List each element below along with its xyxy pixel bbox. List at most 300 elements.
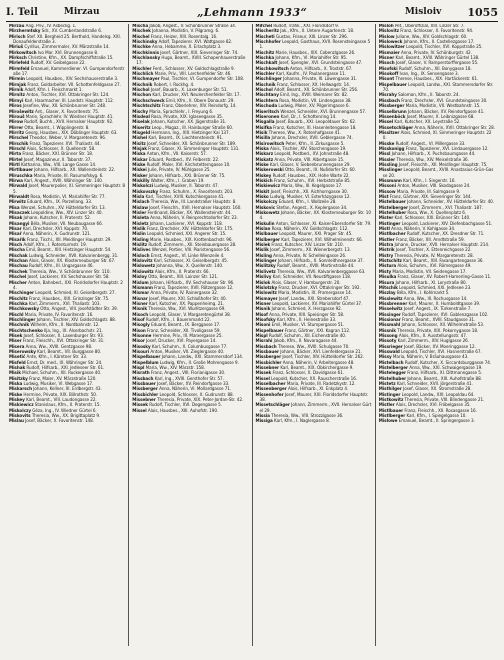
entry-surname: Misfeld [9,360,26,366]
entry-details: Johann, Hilfsarb., XV. Sechshauser Str. 96. [148,280,235,286]
entry-details: Otto, Beamt., IX. Nußdorfer Str. 60. [283,168,356,174]
entry-surname: Missel [255,376,270,382]
entry-surname: Mischlansky [132,56,161,62]
entry-details: Leopold, Tischler, XVI. Hasnerstraße 67. [399,349,482,355]
entry-surname: Misof [255,312,268,318]
entry-details: Johann, Hilfsarb., X. Puchsbaumgasse 44. [390,152,476,158]
entry-details: Karl, Ing., XVIII. Gersthofer Str. 57. [153,376,224,382]
entry-details: Johann, Kutscher, XX. Jägerstraße 31. [149,120,227,126]
entry-surname: Misof [132,317,145,323]
entry-details: Johann, Kutscher, II. Praterstr. 52. [22,216,91,222]
entry-surname: Mislach [132,200,150,206]
entry-details: Eduard, Postbed., XV. Felberstr. 22. [147,157,220,163]
entry-surname: Mislik [255,248,269,254]
entry-surname: Misswald [378,349,400,355]
entry-details: Franz, Fleischh., XII. Rosasgasse 16. [403,408,477,414]
entry-details: Leopold, Schlosser, X. Gudrunstr. 88. [158,392,234,398]
entry-surname: Mistelhuber [378,376,407,382]
entry-surname: Mirnyi [9,98,24,104]
entry-surname: Mischlinger [9,317,36,323]
entry-surname: Misitzky [9,376,28,382]
entry-surname: Mislaw [132,205,148,211]
entry-details: Franz, Schlosser, X. Favoritenstr. 94. [399,29,474,35]
entry-details: Karl, Schlosser, XXI. Brünner Str. 140. [393,216,471,222]
entry-surname: Mirmfeld [9,66,30,72]
entry-details: Emil, Beamt., XIII. Hietzinger Hauptstr. 54. [24,248,112,254]
entry-details: Josef, Fleischh., XII. Meidlinger Hauptstr. 75. [397,162,488,168]
page-number: 1055 [467,5,498,19]
entry-surname: Mirwald [9,184,28,190]
entry-surname: Mistlbauer [378,408,404,414]
entry-surname: Mistelberger [378,366,408,371]
entry-surname: Mislivec [132,248,151,254]
entry-details: Otto, Beamt., XIII. Lainzer Str. 121. [146,275,219,281]
entry-surname: Mistler [378,403,395,409]
entry-details: Josef, Maurer, XXI. Floridsdorfer Hauptstr. 38. [259,392,369,404]
entry-details: Leopold, Lackierer, XV. Mariahilfer Gürtel 37. [270,301,363,307]
entry-details: Rudolf, Angest., VI. Millergasse 33. [394,141,466,147]
entry-surname: Mispelblum [132,360,159,366]
entry-surname: Misik [255,130,268,136]
entry-surname: Mischtschitz [132,104,161,110]
entry-surname: Mirta [9,152,22,158]
entry-details: Josef, Landw., XXI. Strebersdorf 47. [277,296,350,302]
entry-surname: Mistelbach [378,360,404,366]
entry-surname: Missberger [132,387,158,393]
entry-surname: Mischol [255,88,273,94]
entry-surname: Mischnik [132,82,153,88]
entry-details: Adolf, Tapezierer. XVI. Wattgasse 82. [157,40,233,46]
entry-surname: Misslewitz [378,296,403,302]
entry-details: Karl, Kutscher, XX. Leystraße 52. [393,120,461,126]
entry-surname: Mischke [132,45,151,51]
entry-details: Gustav, Friseur, XIII. Linzer Str. 296. [274,34,348,40]
entry-surname: Misloch [132,253,150,259]
entry-surname: Miska [132,152,146,158]
entry-details: Josef, Tischler, XIV. Hütteldorfer Str. 262. [281,355,365,361]
entry-details: Theresia, Ww., XIV. Meiselstraße 36. [395,157,469,163]
entry-surname: Miskerowski [255,168,284,174]
entry-surname: Mispl [255,333,268,339]
entry-surname: Mirschl [9,146,26,152]
entry-surname: Missenberger [255,387,287,393]
entry-surname: Miser [9,339,22,345]
entry-details: Salomon, Kfm., II. Taborstr. 24. [396,93,460,99]
directory-entry [9,35,125,46]
entry-details: Emanuel, Beamt., II. Springergasse 3. [397,419,475,425]
entry-details: Theodor, Weber, V. Margaretenstr. 96. [28,136,107,142]
entry-details: Josef, Maurer, X. Leibnizgasse 68. [405,114,475,120]
entry-details: Franz, Kutscher, XIV. Linzer Str. 210. [270,243,344,249]
entry-details: Leopold, Beamt., XVIII. Anastasius-Grün-Gasse 20. [382,168,494,179]
entry-surname: Mischnik [255,82,276,88]
entry-surname: Mislowitzer [378,45,405,51]
entry-surname: Mistura [378,264,397,270]
entry-surname: Misselwitz [378,307,403,313]
entry-surname: Missebner [255,366,280,371]
entry-details: Maria, Modistin, IX. Pramergasse 14. [276,291,352,297]
entry-details: Karl, Beamt., VIII. Laudongasse 22. [24,398,97,404]
entry-details: Josef, Glaser, V. Ramperstorffergasse 55. [394,61,479,67]
entry-surname: Mischinger [9,291,35,297]
entry-surname: Misgeld [132,130,151,136]
directory-entry [132,409,248,414]
entry-surname: Missbach [132,376,154,382]
entry-details: Ludwig, Musiker, II. Taborstr. 47. [152,184,219,190]
entry-surname: Miselak [132,120,150,126]
entry-surname: Missmahl [378,323,401,329]
entry-details: Johann, Bäcker, XVI. Lienfeldergasse 21. [279,349,362,355]
entry-surname: Mispelbauer [132,355,161,361]
entry-surname: Mistelbauer [378,200,406,206]
entry-details: Wilhelm, Kfm., II. Nordbahnstr. 12. [29,323,100,329]
entry-details: Béla, Musiker, VII. Neubaugasse 66. [29,221,103,227]
entry-surname: Mirlefeld [9,61,30,67]
entry-details: Emil, Musiker, VI. Stumpergasse 51. [270,323,345,329]
entry-surname: Missel [132,408,147,414]
entry-surname: Mislberger [255,237,281,243]
entry-surname: Miskich [255,178,273,184]
entry-surname: Misak [9,216,23,222]
entry-surname: Mislek [255,243,271,249]
entry-details: Jakob, Angest., V. Schönbrunner Straße 34. [148,24,237,29]
entry-surname: Mistschitz [378,259,402,265]
entry-details: Johann, Kellner, III. Erdbergstr. 43. [31,387,102,393]
entry-surname: Miseritsch [255,109,280,115]
entry-surname: Mislowetz [132,264,156,270]
entry-surname: Miros [9,104,22,110]
entry-details: Josef, Schneider, XII. Schönbrunner Str. 189. [145,141,237,147]
volume-label: I. Teil [6,6,38,18]
entry-surname: Mirow [9,120,23,126]
entry-details: Ludwig, Musiker, VI. Webgasse 17. [22,382,94,388]
entry-details: Franz, Angest., VIII. Florianigasse 30. [149,371,226,377]
entry-details: Anna, Private, VIII. Albertgasse 15. [273,157,345,163]
entry-details: Leopold, Glaser, V. Margaretengürtel 38. [148,312,231,318]
entry-details: Josef, Bauarb., XXI. Leopoldauer Str. 62. [274,120,357,126]
entry-surname: Missow [378,189,396,195]
entry-details: Anton, Musiker, VII. Zieglergasse 40. [149,349,225,355]
entry-details: Theresia, Private, XIX. Peter-Jordan-Str. 42. [155,398,244,404]
entry-details: Franz, Kutscher, XI. Hasenleitengasse 18. [271,125,357,131]
entry-details: Johann, Kfm., II. Castellezgasse 17. [402,40,475,46]
entry-surname: Mischler [255,72,275,78]
entry-details: Ivan, Ing., IX. Sensengasse 3. [398,72,459,78]
entry-surname: Missmann [378,178,402,184]
entry-details: Franz, Tapezierer, XVI. Lindauergasse 12. [404,146,489,152]
entry-surname: Mistlberger [378,414,406,420]
entry-details: Theresia, Private, XIX. Pokornygasse 18. [395,328,479,334]
entry-details: Paul, Tischler, VI. Gumpendorfer Str. 108. [159,77,245,83]
entry-details: Wenzel, Schuhm., XV. Hütteldorfer Str. 13. [19,205,106,211]
entry-surname: Mispl [132,366,145,371]
entry-details: Anna, Hebamme, X. Erlachplatz 3. [150,45,222,51]
entry-details: Ernst, Angest., VI. Linke Wienzeile 4. [149,253,225,259]
entry-details: Josef, Tischler, X. Ettenreichgasse 22. [394,248,472,254]
entry-details: Johann, Hilfsarb., XXI. Brünner Str. 75. [147,173,226,179]
entry-details: Emil, Kfm., II. Obere Donaustr. 29. [164,98,235,104]
entry-details: Alois, Glaser, V. Hamburgerstr. 20. [270,280,341,286]
entry-details: Josef, Spengler, XVI. Grundsteingasse 47. [277,61,363,67]
entry-surname: Missel [378,120,394,126]
entry-details: Anna, Näherin, VI. Mollardgasse 71. [157,387,232,393]
entry-details: Leopold, Postbed., XV. Johnstraße 48. [273,152,350,158]
entry-surname: Misa [9,205,20,211]
entry-surname: Misokoff [378,72,399,78]
entry-surname: Miskovszky [132,189,159,195]
entry-details: Sdr., XV. Cumberlandstraße 6. [40,29,103,35]
entry-details: Johanna, Modistin, V. Pilgramg. 6. [150,29,220,35]
entry-details: Alois, Glaser, XX. Klosterneuburger Str. 67. [27,259,116,265]
entry-details: Karl, Dr., I. Schottenring 14. [279,114,337,120]
entry-surname: Misskonigg [378,146,405,152]
entry-details: Johanna, Private, III. Löwengasse 31. [281,77,358,83]
entry-surname: Misnar [132,296,148,302]
entry-surname: Mischka [255,56,275,62]
entry-surname: Mirmin [9,77,25,83]
entry-surname: Misilla [255,136,271,142]
entry-surname: Misifka [255,125,272,131]
entry-details: Leopold, Maurer, XXI. Prager Str. 45. [278,232,353,238]
entry-surname: Misske [378,141,395,147]
entry-details: Franz, Goldarbeiter. VII. Schottenfeldgasse 27. [26,82,121,88]
entry-surname: Mirtlbauer [9,168,33,174]
entry-details: Ivo Mar. XVI. Brunnengasse 8. [36,50,99,56]
entry-details: Anton, Schlosser, XI. Kaiser-Ebersdorfer Str. 79. [274,221,372,227]
entry-details: Franz, Drucker, XVI. Ottakringer Str. 192. [277,285,361,291]
entry-surname: Mislotzky [255,285,278,291]
entry-details: Karl, Beamt., XVIII. Währinger Gürtel 138. [394,56,480,62]
entry-details: Johanna, Ww., X. Quellenstr. 140. [155,264,224,270]
entry-surname: Misner [132,301,148,307]
entry-surname: Mislin [132,232,146,238]
entry-surname: Mischuda [255,104,278,110]
entry-details: Johann, Zimmerm., XVII. Hernalser Gürtel 29. [259,403,372,414]
entry-details: Johann, Schlosser, XII. Wilhelmstraße 53. [400,323,485,329]
entry-surname: Misonne [132,333,152,339]
entry-surname: Mirnjak [9,82,27,88]
entry-details: Karl, Schlosser, XI. Geiselbergstr. 45. [152,259,228,265]
directory-entry [9,419,125,424]
entry-details: Hermine, Private, XIX. Billrothstr. 50. [22,392,98,398]
page-header [6,3,498,22]
entry-surname: Mirnik [9,88,24,94]
entry-details: Josef, Maurerpolier, XI. Simmeringer Hauptstr. 85. [13,184,125,195]
entry-details: Stanislaus, Kfm., II. Praterstr. 15. [33,403,101,409]
entry-surname: Mirwaldt [9,195,30,200]
entry-surname: Misloweck [378,40,403,46]
entry-details: Karl, Beamt., IX. Liechtensteinstr. 91. [147,136,224,142]
entry-details: Ferdinand, Bäcker, XX. Wallensteinstr. 44. [146,211,232,217]
entry-surname: Mislivetz [255,269,276,275]
entry-details: Leopold, Landw., XXI. Stammersdorfer Str. 70. [382,82,494,94]
entry-details: Franz, Fleischh., XVI. Ottakringer Str. 31. [21,339,105,345]
directory-entry [256,419,372,424]
entry-surname: Mislovitz [132,259,153,265]
entry-details: Rudolf, Schuhm., XII. Bonygasse 18. [397,66,472,72]
entry-details: Franz, Schuhm., XVI. Herbststraße 85. [272,178,351,184]
entry-surname: Mischkowitsch [255,66,289,72]
entry-surname: Misner [255,301,271,307]
entry-details: Karl, Kfm., I. Singerstr. 16. [401,178,456,184]
left-guide-word: Mirzau [63,7,100,17]
entry-surname: Misletz [132,221,149,227]
entry-surname: Mischeritz [255,29,280,35]
entry-surname: Mischek [132,29,151,35]
entry-surname: Mislowitz [255,291,277,297]
entry-details: Karl, Beamt., XIX. Obkirchergasse 9. [279,366,354,371]
entry-surname: Mischitz [255,50,275,56]
entry-details: Pet., Oberoffizial, XIII. Linzer Str. 7. [393,24,465,29]
entry-surname: Mischtschenko [9,328,43,334]
entry-surname: Missetschläger [255,403,290,409]
entry-details: Juliane, Ww., XIV. Goldschlagstr. 60. [394,34,468,40]
entry-surname: Missoty [378,339,397,345]
entry-surname: Missbach [255,344,277,350]
entry-details: Karl, Angest., XVIII. Währinger Str. 140. [22,178,103,184]
entry-surname: Misar [9,227,22,233]
entry-surname: Misrahy [378,93,397,99]
entry-details: Wenzel, Schneider, XVI. Brunnengasse 57. [279,109,367,115]
entry-details: Rudolf, Hilfsarb., XXI. Jedleseer Str. 61. [25,366,105,371]
entry-surname: Missitzer [378,130,400,136]
entry-details: Anton, Tischler, XVI. Ottakringer Str. 124. [24,93,110,99]
entry-surname: Mislok [255,280,271,286]
entry-details: Ludwig, Kfm., II. Große Mohrengasse 9. [158,360,239,366]
entry-surname: Misjak [132,146,147,152]
entry-details: Ante, Kfm., I. Kärntner Str. 33. [25,355,88,361]
entry-surname: Misdeal [132,114,150,120]
entry-details: Karl, Haarmacher. III. Landstr. Hauptstr. 112. [23,98,115,104]
entry-details: Ferd., Schlosser, XV. Goldschlagstraße 9. [151,66,235,72]
entry-surname: Mischlich [132,72,154,78]
entry-details: Johann, Schneider, XV. Hütteldorfer Str. 40. [405,200,494,206]
entry-surname: Missler [378,157,396,163]
entry-surname: Mischel [132,34,150,40]
entry-details: Franz, Tapezierer. XVI. Thaliastr. 44. [28,141,101,147]
entry-surname: Mislum [132,280,149,286]
entry-surname: Missy [378,355,392,361]
entry-details: Karl, Drucker, XVI. Neulerchenfelder Str. 17. [151,93,241,99]
entry-details: Franz, Gärtner, XIX. Sieveringer Str. 144. [388,195,472,200]
entry-surname: Mirnitz [9,93,25,99]
entry-details: Stef. XII. Bergheid 25. Berthold, Handelsg. XXI. Donaufelderstraße 3. [13,34,121,46]
entry-surname: Mischkinnis [132,50,160,56]
entry-details: Rudolf, Tischler, XVI. Degengasse 5. [147,403,222,409]
entry-details: Josef, Zimmerm., XII. Wienerbergstr. 13. [268,248,351,254]
entry-details: Theresia, Ww., XX. Brigittaplatz 9. [30,414,101,420]
entry-surname: Missbichler [255,360,282,366]
entry-surname: Missl [378,152,391,158]
entry-surname: Misko [255,195,269,200]
entry-details: Marie, Sprachlehr. IV. Wiedner Hauptstr. 41. [24,114,114,120]
entry-details: Ludwig, Musiker, VI. Esterházygasse 12. [268,195,351,200]
entry-details: Franz, Hilfsarb., XI. Dittmanngasse 5. [405,371,483,377]
entry-surname: Mislinger [255,259,277,265]
entry-surname: Misura [378,280,395,286]
entry-details: Maria, Private, III. Salmgasse 9. [395,189,461,195]
entry-surname: Miskulin [255,221,275,227]
entry-surname: Mirošewitz [9,109,34,115]
entry-surname: Misselbacher [255,382,286,388]
entry-surname: Misera [9,344,25,350]
entry-details: Jakob, Kfm., II. Novaragasse 44. [272,339,338,345]
entry-surname: Miskovits [9,414,31,420]
entry-details: Alois, Hilfsarb., XI. Enkplatz 4. [286,387,349,393]
entry-details: Rudolf, Hausbes., XIX. Hohe Warte 22. [271,173,350,179]
entry-details: Franz, Bäcker, XII. Arndtstraße 59. [394,237,465,243]
entry-surname: Miskar [132,157,148,163]
entry-surname: Misogly [132,323,150,329]
entry-details: Anna, Näherin, V. Arbeitergasse 48. [281,360,355,366]
entry-details: Anna, Private, IV. Rainergasse 32. [149,291,219,297]
entry-details: Karl, Kaufm., IV. Paulanergasse 11. [274,72,346,78]
entry-details: Julie, Private, IV. Mühlgasse 25. [146,168,211,174]
entry-surname: Mismann [132,285,153,291]
entry-surname: Misłowe [378,419,398,425]
directory-entry [9,184,125,195]
directory-entry [256,393,372,404]
entry-surname: Miskarz [255,152,274,158]
entry-surname: Missek [132,403,148,409]
entry-details: Theresia, Private, VIII. Blindengasse 21. [403,398,485,404]
entry-surname: Mirrer [9,125,24,131]
entry-details: Adolf, Kfm., I. Rotenturmstr. 19. [22,243,87,249]
entry-surname: Mischnik [9,323,30,329]
entry-details: Alois, Schmied, XI. Simmeringer Hauptstr. 220. [382,130,492,142]
entry-details: Karl, Beamt., XIII. Fasangartengasse 36. [401,259,484,265]
entry-details: Theresia, Ww., III. Landstraßer Hauptstr. 8. [149,200,237,206]
entry-surname: Misla [132,195,145,200]
entry-details: Rudolf, Kutscher, XX. Dresdner Str. 71. [405,232,485,238]
entry-surname: Missia [255,414,270,420]
entry-details: Josef, Bäcker, XV. Moeringgasse 12. [402,344,476,350]
entry-surname: Missenhofer [255,392,284,398]
entry-surname: Miskey [9,398,25,404]
entry-details: Therese, Ww., XVIII. Schulgasse 70. [276,344,350,350]
entry-details: Josef, Bauarb., X. Laxenburger Str. 51. [149,88,228,94]
entry-surname: Mischol [132,88,150,94]
entry-details: Johann, Hilfsarb., XX. Wallensteinstr. 22. [33,168,116,174]
header-left-group [6,7,100,18]
entry-surname: Misoch [132,312,149,318]
entry-details: Alois, Schlosser, X. Quellenstr. 58. [25,146,96,152]
entry-details: Franz, Schlosser, X. Davidgasse 61. [271,371,345,377]
entry-surname: Mischitz [9,296,28,302]
entry-details: Leopold, Schmied, XXI. Angerer Str. 15. [145,232,227,238]
entry-details: Karl, Tischler, XVIII. Kutschkergasse 41. [144,195,225,200]
entry-surname: Mistelegger [378,371,406,377]
entry-surname: Miskolczy [255,200,278,206]
entry-details: Géza, Ing., IV. Wiedner Gürtel 6. [30,408,97,414]
entry-details: Michael, Schuhm., XII. Ruckergasse 40. [20,371,102,377]
entry-surname: Misner [378,56,395,62]
entry-surname: Mismar [132,291,150,297]
entry-details: Marie, Hausbes., XIX. Krottenbachstr. 96. [148,237,233,243]
entry-surname: Missenböck [378,114,406,120]
entry-details: Josef, Fleischh., XII. Aichhorngasse 30. [269,189,348,195]
entry-details: Otto, Angest., VIII. Josefstädter Str. 39. [39,307,118,313]
entry-surname: Miskarsch [9,387,32,393]
entry-details: Josef, Zimmerm., XVI. Thaliastr. 187. [407,205,483,211]
column-1 [6,24,129,646]
entry-details: Franz, Hausbes., XIX. Grinzinger Str. 75. [27,296,110,302]
entry-surname: Missbichler [132,392,159,398]
entry-surname: Mislivy [255,275,272,281]
entry-surname: Mison [132,328,146,334]
directory-entry [379,131,495,142]
entry-surname: Mismayer [255,296,278,302]
